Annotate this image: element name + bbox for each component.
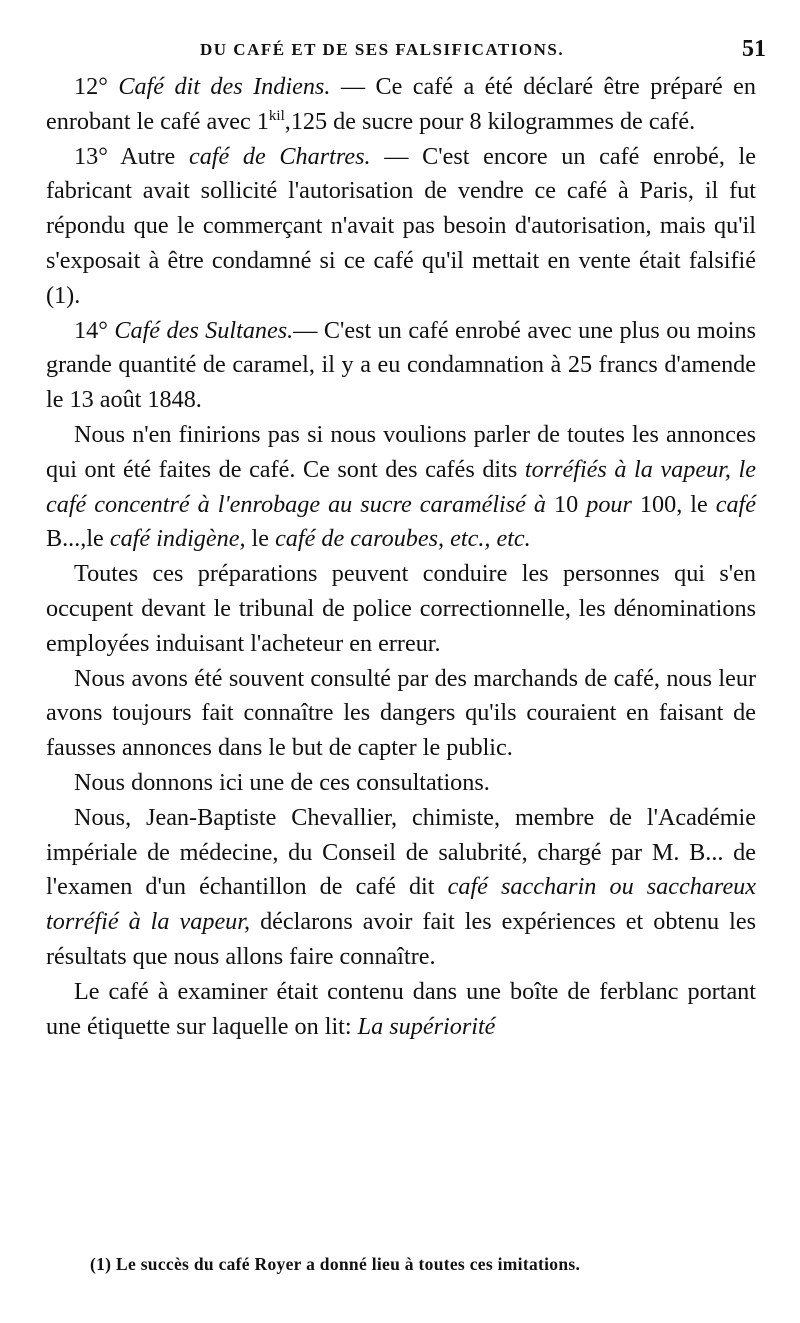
item-title: Café dit des Indiens. bbox=[118, 73, 331, 100]
paragraph-chevallier bbox=[46, 801, 756, 975]
paragraph-text: 100, le bbox=[631, 490, 716, 518]
italic-text: La supériorité bbox=[357, 1012, 496, 1040]
paragraph-text: Nous, Jean-Baptiste Chevallier, chimiste, membre de l'Académie impériale de médecine, du Conseil de salubrité, chargé par M. B... de l'examen d'un échantillon de café dit bbox=[46, 803, 756, 901]
paragraph-text: C'est encore un café enrobé, le fabricant avait sollicité l'autorisation de vendre ce café à Paris, il fut répondu que le commerçant n'avait pas besoin d'autorisation, mais qu'il s'exposait à être condamné si ce café qu'il mettait en vente était falsifié (1). bbox=[46, 142, 757, 309]
italic-text: café saccharin ou sacchareux torréfié à la vapeur, bbox=[46, 873, 757, 936]
paragraph-consultations: Nous donnons ici une de ces consultations. bbox=[74, 768, 490, 796]
dash: — bbox=[330, 73, 376, 100]
paragraph-boite bbox=[46, 975, 756, 1045]
item-number: 12° bbox=[74, 73, 108, 100]
paragraph-text: Autre bbox=[107, 142, 189, 170]
paragraph-text: Le café à examiner était contenu dans une boîte de ferblanc portant une étiquette sur laquelle on lit: bbox=[46, 977, 756, 1040]
italic-text: café indigène, bbox=[109, 525, 246, 553]
item-number: 13° bbox=[74, 142, 108, 170]
paragraph-annonces bbox=[46, 418, 756, 557]
paragraph-preparations: Toutes ces préparations peuvent conduire les personnes qui s'en occupent devant le tribunal de police correctionnelle, les dénominations employées induisant l'acheteur en erreur. bbox=[46, 560, 756, 657]
dash: — bbox=[370, 142, 423, 170]
paragraph-12 bbox=[46, 70, 756, 140]
paragraph-text: B...,le bbox=[46, 525, 110, 553]
paragraph-text: 10 bbox=[546, 490, 587, 518]
item-number: 14° bbox=[74, 316, 108, 344]
paragraph-13 bbox=[46, 140, 756, 314]
item-title: café de Chartres. bbox=[188, 142, 371, 170]
italic-text: café bbox=[715, 490, 757, 518]
footnote: (1) Le succès du café Royer a donné lieu à toutes ces imitations. bbox=[90, 1254, 581, 1274]
paragraph-text: Ce café a été déclaré être préparé en enrobant le café avec 1 bbox=[46, 73, 757, 135]
running-title: DU CAFÉ ET DE SES FALSIFICATIONS. bbox=[200, 40, 565, 59]
page-number: 51 bbox=[742, 36, 766, 62]
italic-text: café de caroubes, etc., etc. bbox=[275, 525, 531, 553]
paragraph-text: Nous n'en finirions pas si nous voulions parler de toutes les annonces qui ont été faites de café. Ce sont des cafés dits bbox=[46, 420, 756, 483]
page-header bbox=[0, 38, 800, 68]
dash: — bbox=[293, 316, 324, 344]
paragraph-text: le bbox=[245, 525, 276, 553]
italic-text: torréfiés à la vapeur, le café concentré à l'enrobage au sucre caramélisé à bbox=[46, 455, 756, 518]
body-text bbox=[46, 70, 756, 1044]
paragraph-14 bbox=[46, 314, 756, 418]
paragraph-text: C'est un café enrobé avec une plus ou moins grande quantité de caramel, il y a eu condamnation à 25 francs d'amende le 13 août 1848. bbox=[46, 316, 757, 414]
italic-text: pour bbox=[586, 490, 632, 518]
item-title: Café des Sultanes. bbox=[114, 316, 294, 344]
paragraph-text: déclarons avoir fait les expériences et obtenu les résultats que nous allons faire connaître. bbox=[46, 908, 756, 970]
superscript-unit: kil bbox=[268, 107, 285, 124]
paragraph-text: ,125 de sucre pour 8 kilogrammes de café. bbox=[284, 107, 696, 135]
paragraph-consulte: Nous avons été souvent consulté par des marchands de café, nous leur avons toujours fait connaître les dangers qu'ils couraient en faisant de fausses annonces dans le but de capter le public. bbox=[46, 664, 756, 762]
